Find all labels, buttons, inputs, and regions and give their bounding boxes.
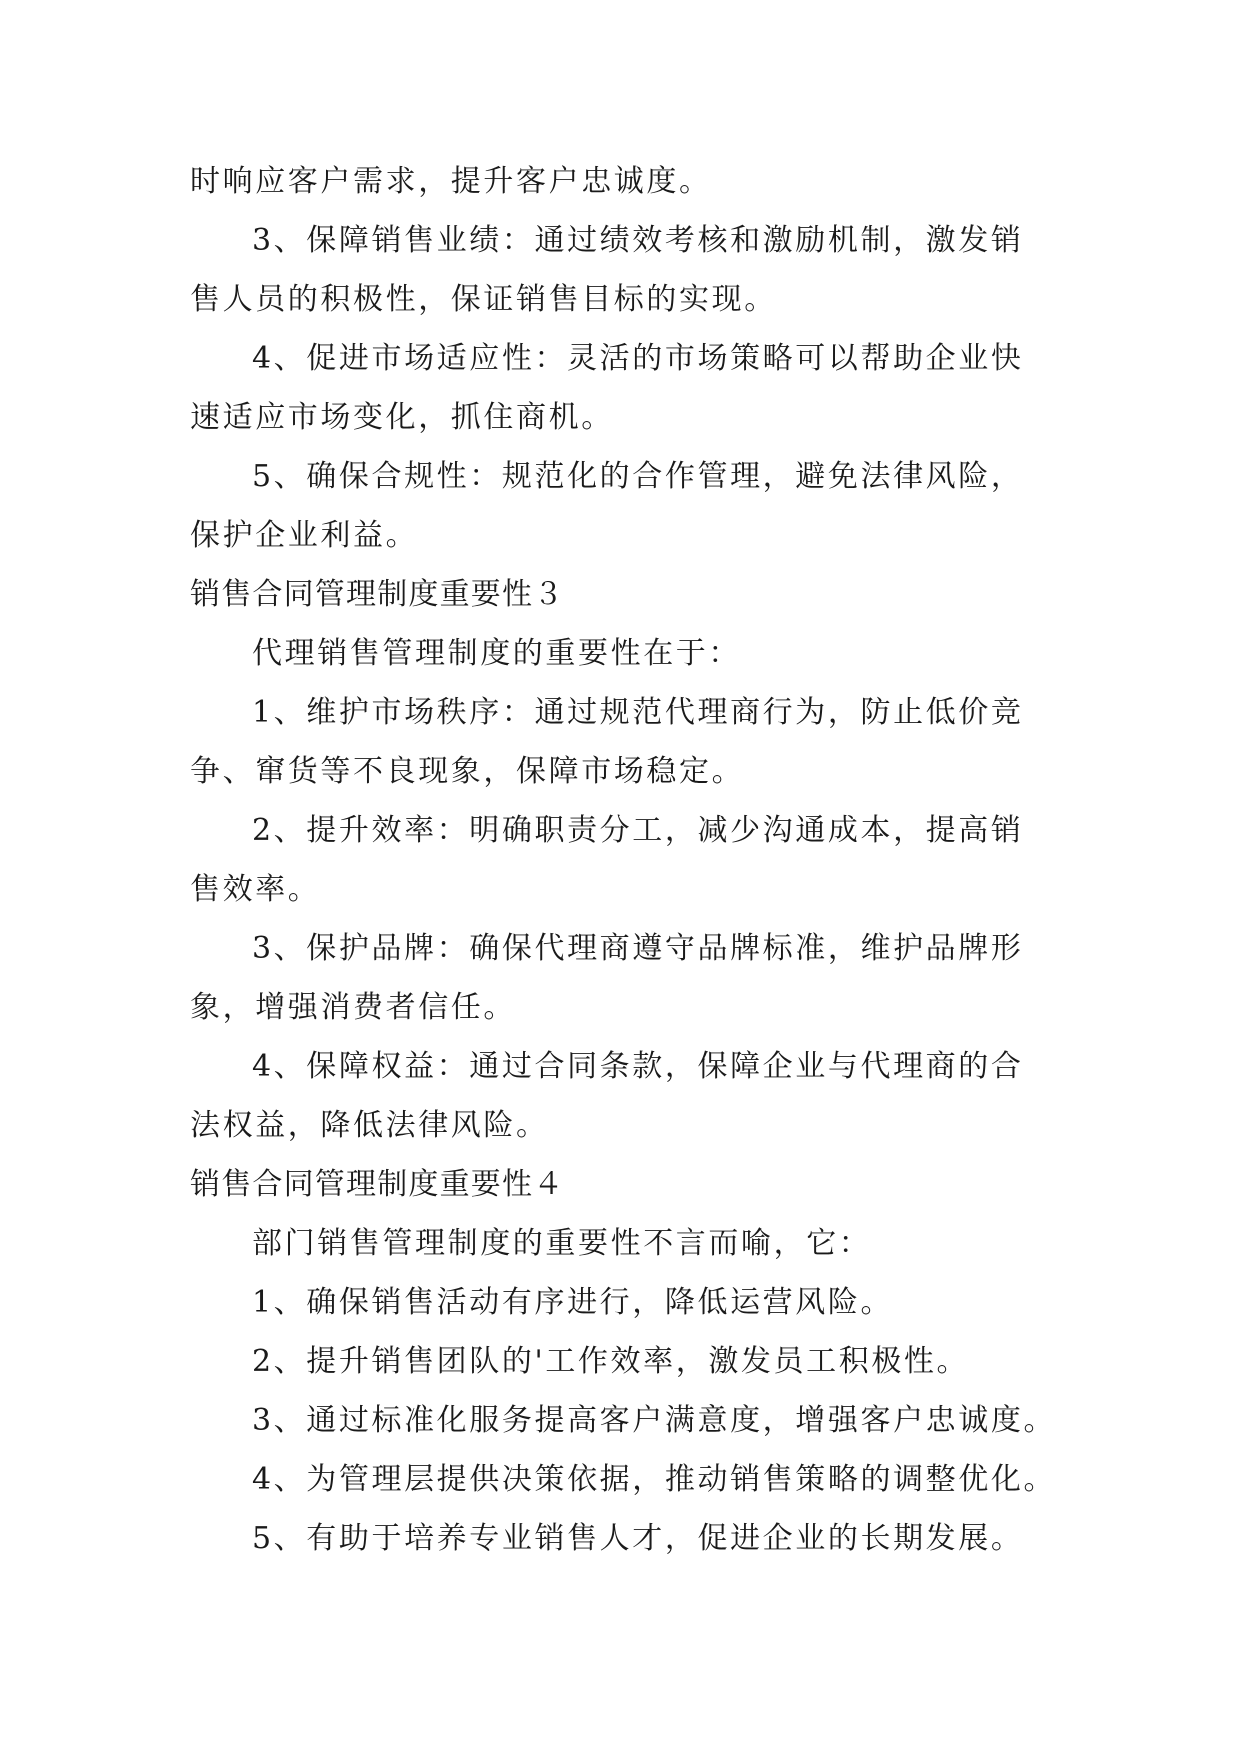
paragraph-line: 法权益，降低法律风险。 — [190, 1108, 549, 1143]
paragraph-line: 3、保障销售业绩：通过绩效考核和激励机制，激发销 — [252, 223, 1024, 258]
paragraph-line: 时响应客户需求，提升客户忠诚度。 — [190, 164, 712, 199]
paragraph-line: 部门销售管理制度的重要性不言而喻，它： — [252, 1226, 872, 1261]
paragraph-line: 象，增强消费者信任。 — [190, 990, 516, 1025]
paragraph-line: 保护企业利益。 — [190, 518, 419, 553]
section-heading: 销售合同管理制度重要性３ — [190, 577, 565, 612]
paragraph-line: 速适应市场变化，抓住商机。 — [190, 400, 614, 435]
paragraph-line: 3、通过标准化服务提高客户满意度，增强客户忠诚度。 — [252, 1403, 1057, 1438]
paragraph-line: 2、提升效率：明确职责分工，减少沟通成本，提高销 — [252, 813, 1024, 848]
paragraph-line: 3、保护品牌：确保代理商遵守品牌标准，维护品牌形 — [252, 931, 1024, 966]
paragraph-line: 代理销售管理制度的重要性在于： — [252, 636, 741, 671]
paragraph-line: 4、为管理层提供决策依据，推动销售策略的调整优化。 — [252, 1462, 1057, 1497]
paragraph-line: 5、有助于培养专业销售人才，促进企业的长期发展。 — [252, 1521, 1024, 1556]
paragraph-line: 1、维护市场秩序：通过规范代理商行为，防止低价竞 — [252, 695, 1024, 730]
paragraph-line: 4、促进市场适应性：灵活的市场策略可以帮助企业快 — [252, 341, 1024, 376]
section-heading: 销售合同管理制度重要性４ — [190, 1167, 565, 1202]
paragraph-line: 售人员的积极性，保证销售目标的实现。 — [190, 282, 777, 317]
paragraph-line: 4、保障权益：通过合同条款，保障企业与代理商的合 — [252, 1049, 1024, 1084]
paragraph-line: 1、确保销售活动有序进行，降低运营风险。 — [252, 1285, 894, 1320]
paragraph-line: 售效率。 — [190, 872, 321, 907]
paragraph-line: 5、确保合规性：规范化的合作管理，避免法律风险， — [252, 459, 1024, 494]
paragraph-line: 2、提升销售团队的'工作效率，激发员工积极性。 — [252, 1344, 970, 1379]
paragraph-line: 争、窜货等不良现象，保障市场稳定。 — [190, 754, 745, 789]
